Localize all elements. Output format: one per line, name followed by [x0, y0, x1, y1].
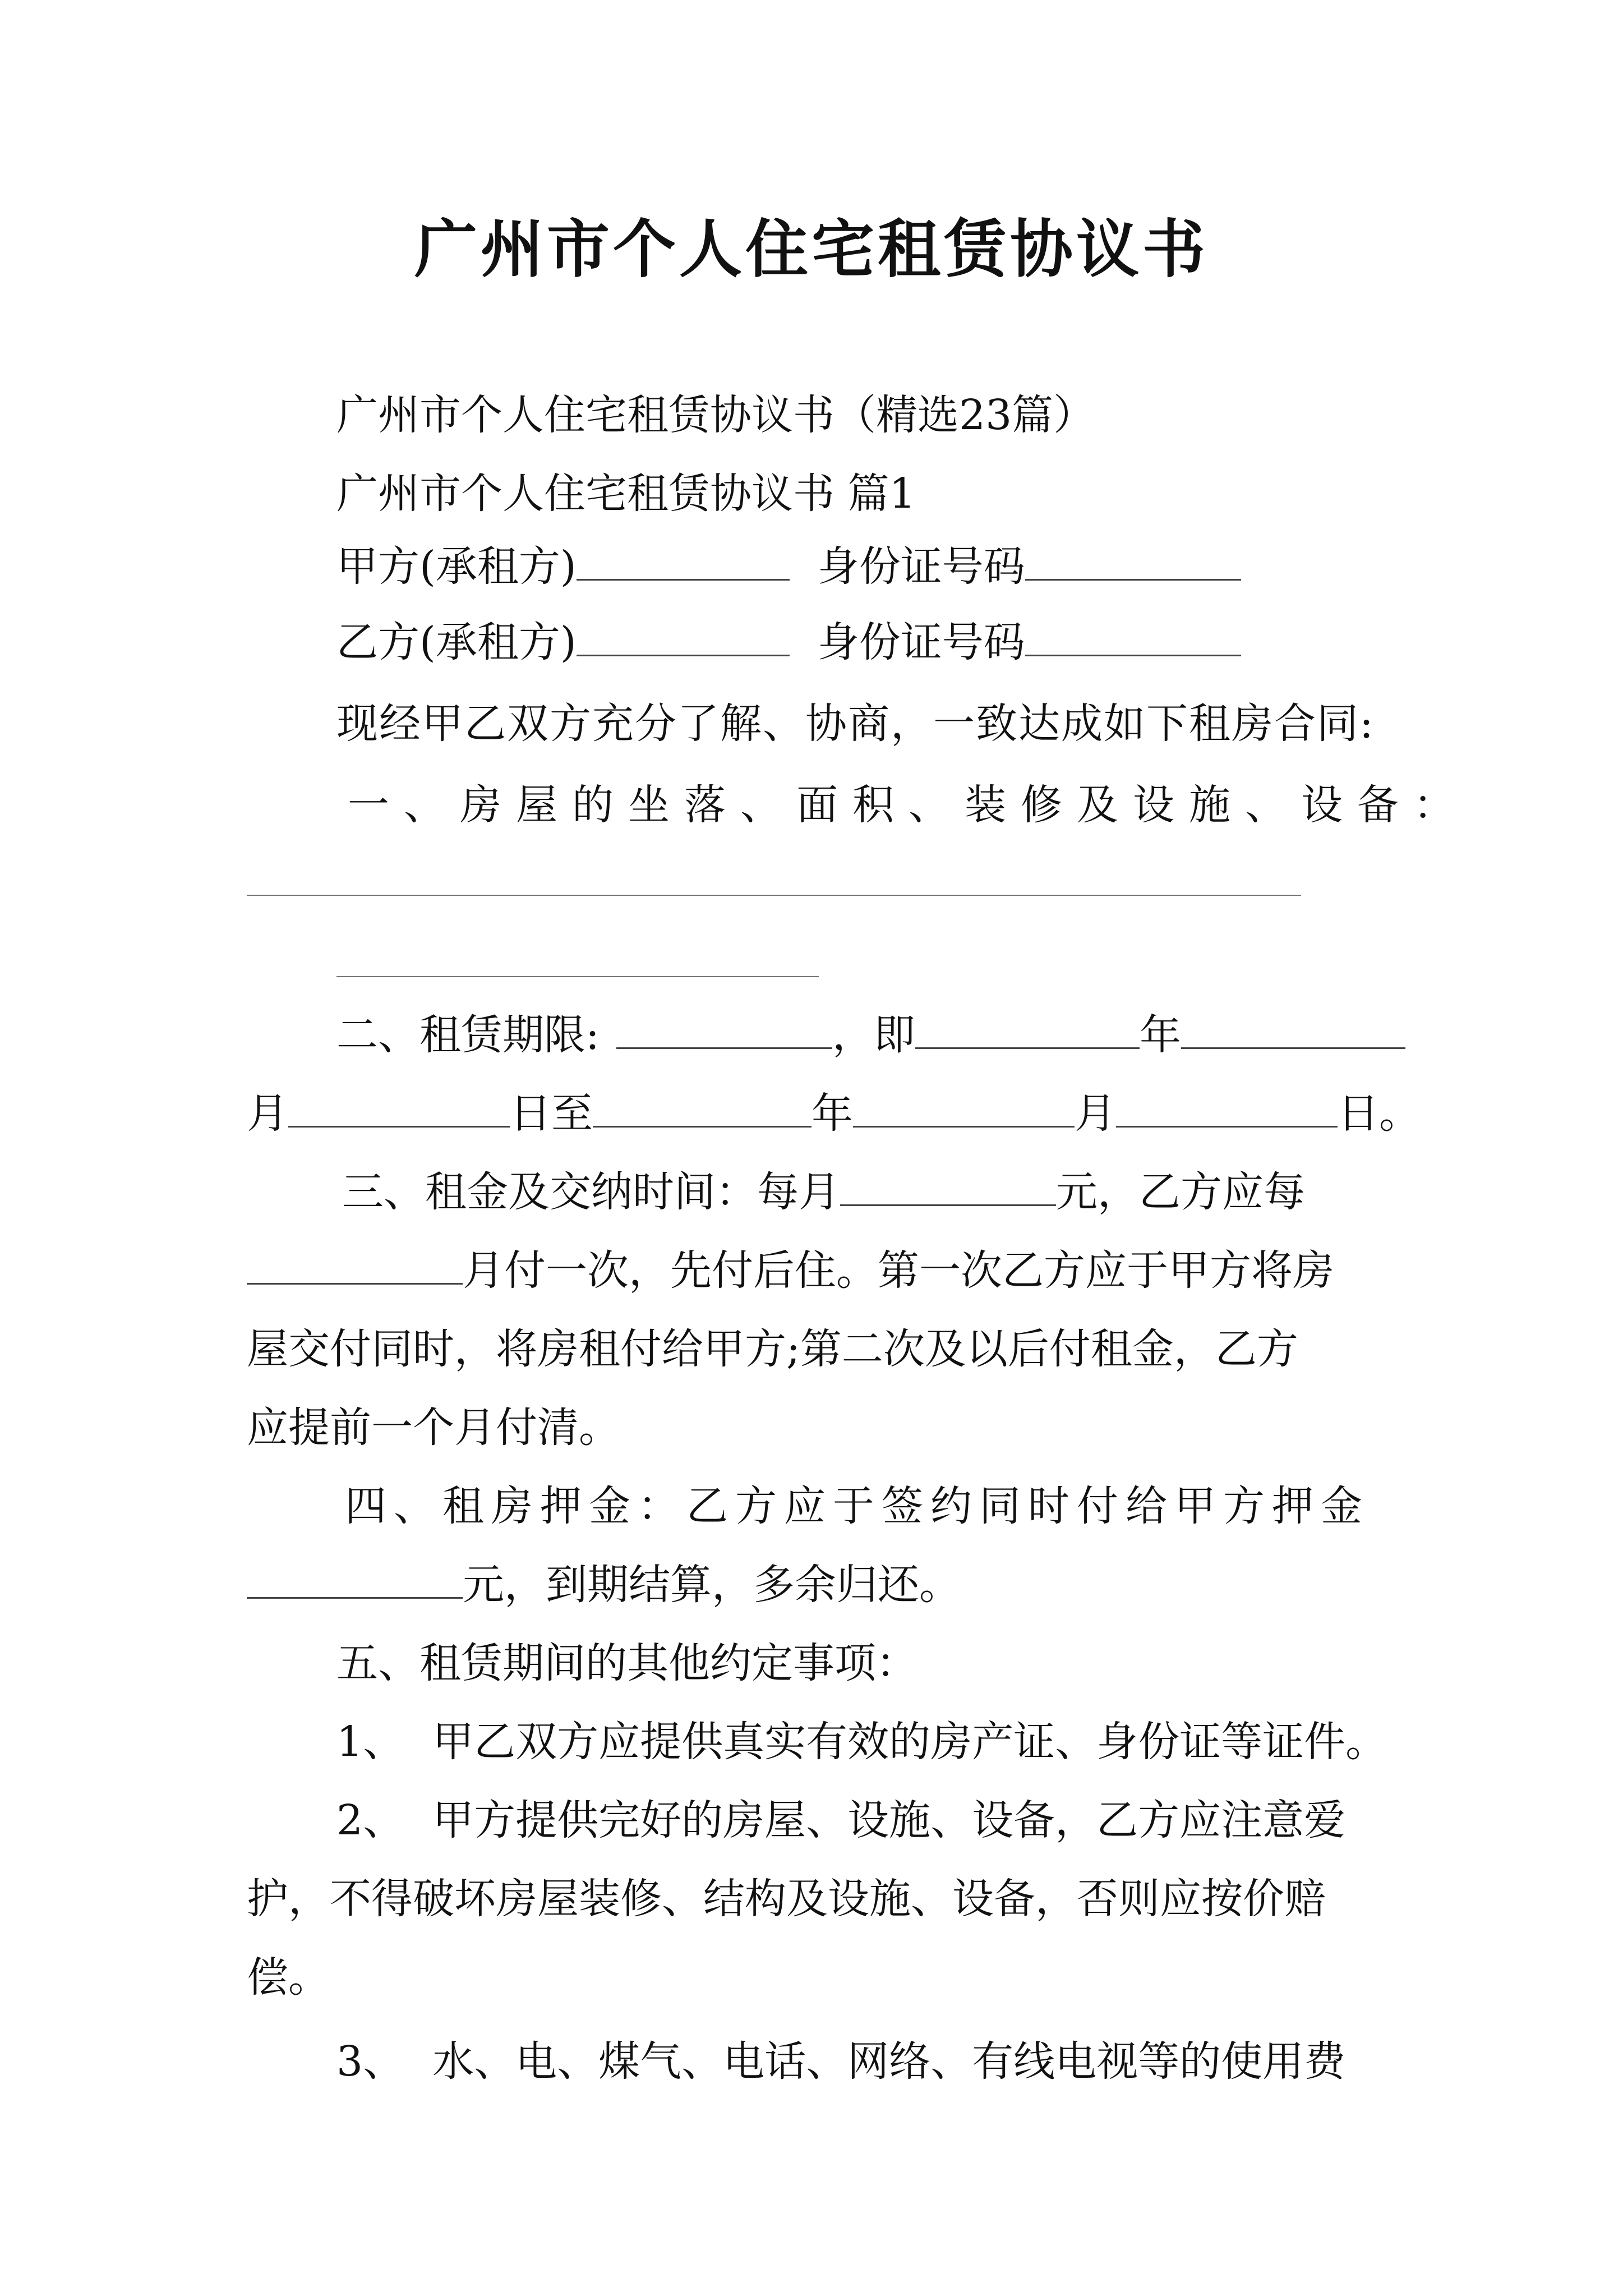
- lease-term-blank: [616, 1013, 832, 1049]
- item-1-text: 甲乙双方应提供真实有效的房产证、身份证等证件。: [432, 1718, 1387, 1766]
- subtitle: 广州市个人住宅租赁协议书（精选23篇）: [336, 391, 1095, 439]
- month-unit: 月: [1075, 1089, 1116, 1138]
- end-month-blank: [853, 1091, 1075, 1128]
- item-2-number: 2、: [336, 1796, 405, 1844]
- fill-line: [247, 895, 1301, 896]
- party-a-name-blank: [577, 544, 790, 581]
- section-5-heading: 五、租赁期间的其他约定事项：: [336, 1639, 917, 1687]
- section-3-line-1: [342, 1164, 1305, 1220]
- party-b-line: [336, 614, 1241, 670]
- item-2-text: 甲方提供完好的房屋、设施、设备，乙方应注意爱: [432, 1796, 1346, 1844]
- lease-term-connector: ，即: [832, 1011, 915, 1059]
- start-day-blank: [288, 1091, 510, 1128]
- item-2-line-2: 护，不得破坏房屋装修、结构及设施、设备，否则应按价赔: [247, 1875, 1326, 1923]
- item-3: [336, 2033, 1345, 2090]
- party-b-label: 乙方(承租方): [336, 618, 577, 666]
- rent-label-cont: 元，乙方应每: [1056, 1168, 1305, 1216]
- party-b-name-blank: [577, 620, 790, 656]
- end-year-blank: [593, 1091, 811, 1128]
- section-3-line-4: 应提前一个月付清。: [247, 1404, 620, 1452]
- year-unit: 年: [1139, 1011, 1181, 1059]
- party-b-id-label: 身份证号码: [817, 618, 1025, 666]
- start-year-blank: [915, 1013, 1140, 1049]
- deposit-text: 元，到期结算，多余归还。: [463, 1561, 961, 1609]
- rent-text: 月付一次，先付后住。第一次乙方应于甲方将房: [463, 1246, 1334, 1295]
- item-2: [336, 1792, 1345, 1848]
- party-a-label: 甲方(承租方): [336, 542, 577, 591]
- month-unit: 月: [247, 1089, 288, 1138]
- section-4-line-2: [247, 1557, 961, 1613]
- day-end-label: 日。: [1338, 1089, 1421, 1138]
- party-a-id-blank: [1025, 544, 1241, 581]
- end-day-blank: [1116, 1091, 1338, 1128]
- intro-paragraph: 现经甲乙双方充分了解、协商，一致达成如下租房合同:: [336, 700, 1375, 748]
- deposit-amount-blank: [247, 1562, 463, 1599]
- document-title: 广州市个人住宅租赁协议书: [414, 213, 1209, 286]
- party-a-id-label: 身份证号码: [817, 542, 1025, 591]
- section-4-line-1: 四、租房押金：乙方应于签约同时付给甲方押金: [345, 1482, 1370, 1530]
- start-month-blank: [1181, 1013, 1405, 1049]
- party-b-id-blank: [1025, 620, 1241, 656]
- section-2-line-2: [247, 1085, 1421, 1142]
- year-unit: 年: [811, 1089, 853, 1138]
- item-1: [336, 1714, 1387, 1770]
- party-a-line: [336, 539, 1241, 595]
- day-to-label: 日至: [510, 1089, 593, 1138]
- pay-interval-blank: [247, 1248, 463, 1285]
- fill-line: [336, 976, 819, 977]
- section-3-line-3: 屋交付同时，将房租付给甲方;第二次及以后付租金，乙方: [247, 1325, 1298, 1373]
- item-1-number: 1、: [336, 1718, 405, 1766]
- section-1-heading: 一、房屋的坐落、面积、装修及设施、设备：: [348, 781, 1469, 829]
- rent-label: 三、租金及交纳时间：每月: [342, 1168, 840, 1216]
- rent-amount-blank: [840, 1170, 1056, 1206]
- lease-term-label: 二、租赁期限:: [336, 1011, 600, 1059]
- section-3-line-2: [247, 1243, 1334, 1299]
- section-2-line-1: [336, 1007, 1405, 1063]
- item-3-number: 3、: [336, 2037, 405, 2086]
- item-3-text: 水、电、煤气、电话、网络、有线电视等的使用费: [432, 2037, 1346, 2086]
- item-2-line-3: 偿。: [247, 1953, 330, 2001]
- part-label: 广州市个人住宅租赁协议书 篇1: [336, 470, 916, 518]
